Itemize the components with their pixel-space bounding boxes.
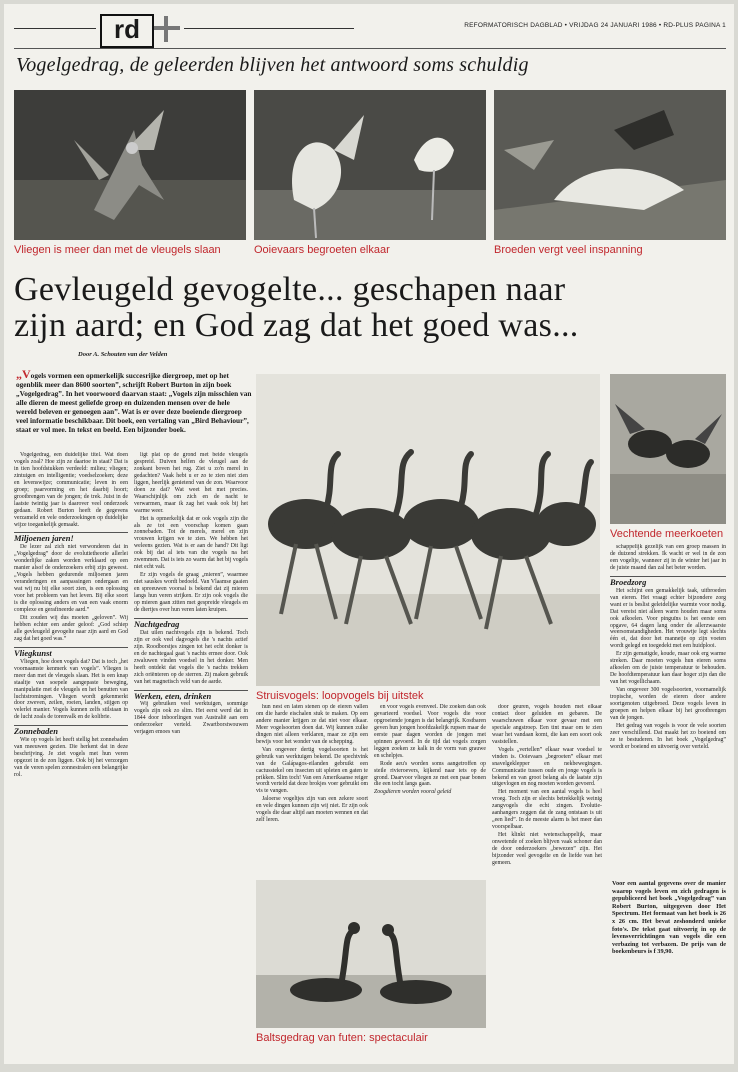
subhead-nachtgedrag: Nachtgedrag [134, 618, 248, 628]
subhead-miljoenen: Miljoenen jaren! [14, 532, 128, 542]
c1-p4: Vliegen, hoe doen vogels dat? Dat is toch „het voornaamste kenmerk van vogels”. Vliegen is meer dan met de vleugels slaan. Het is een knap staaltje van soepele aangepaste beweging, manipulatie met de vleugels en het benutten van luchtstromingen. Vliegen wordt gekenmerkt door zweven, zeilen, roeien, landen, stijgen op velerlei manier. Vogels kunnen zelfs stilstaan in de lucht zoals de torenvalk en de kolibrie. [14, 658, 128, 721]
masthead-rule-left [14, 28, 96, 29]
headline-line-1: Gevleugeld gevogelte... geschapen naar [14, 271, 566, 308]
caption-coots: Vechtende meerkoeten [610, 528, 724, 540]
book-info-note: Voor een aantal gegevens over de manier waarop vogels leven en zich gedragen is gepubliceerd het boek „Vogelgedrag” van Robert Burton, uitgegeven door Het Spectrum. Het formaat van het boek is 26 x 26 cm. Het bevat zeshonderd unieke foto's. De tekst gaat uitvoerig in op de levensverrichtingen van vogels die een verbazing tot verbazen. De prijs van de boekenbeurs is f 39,90. [612, 880, 726, 956]
c6-p5: Het gedrag van vogels is voor de vele soorten zeer verschillend. Dat maakt het zo boeiend om ze te bestuderen. In het boek „Vogelgedrag” wordt er boeiend en uitvoerig over verteld. [610, 722, 726, 750]
photo-flying-bird [14, 90, 246, 240]
c4-p2: Rode aeu's worden soms aangetroffen op steile rivieroevers, kijkend naar iets op de grond. Daarvoor vliegen ze met een paar bonen die een tocht langs gaan. [374, 760, 486, 788]
c2-p2: Het is opmerkelijk dat er ook vogels zijn die als ze tot een voorschap komen gaan zonnebaden. Tot de merels, merel en zijn vrouwen krijgen we te zien. We hebben het weleens gezien. Wat is er aan de hand? Dit ligt ook bij dat al iets van die vogels na het zwemmen. Dat is iets zo warm dat het bij vogels niet echt valt. [134, 515, 248, 571]
column-6 [610, 544, 726, 874]
c3-p3: Jaloerse vogeltjes zijn van een zekere soort en vele dingen kunnen zijn wij niet. Er zijn ook vogels die daar altijd aan moeten wennen en dat zelf leren. [256, 796, 368, 824]
c6-p2: Het schijnt een gemakkelijk taak, uitbroeden van eieren. Het vraagt echter bijzondere zorg want er is beslist geleidelijke warmte voor nodig. Dat vereist niet alleen warm houden maar soms ook afkoelen. Voor pinguïns is het eerste een opgave, 64 dagen lang onder de allerzwaarste weersomstandigheden. Het vrouwtje legt slechts één ei, dat door het mannetje op zijn voeten wordt gelegd en toegedekt met een huidplooi. [610, 587, 726, 650]
column-4 [374, 704, 486, 876]
c3-p2: Van ongeveer dertig vogelsoorten is het gebruik van werktuigen bekend. De spechtvink van de Galápagos-eilanden gebruikt een cactusstekel om insecten uit spleten en gaten te prikken. Slim toch! Van een Amerikaanse reiger wordt verteld dat deze brokjes voer gebruikt om vis te vangen. [256, 746, 368, 795]
subhead-broedzorg: Broedzorg [610, 576, 726, 586]
intro-text: ogels vormen een opmerkelijk succesrijke diergroep, met op het ogenblik meer dan 8600 soorten”, schrijft Robert Burton in zijn boek „Vogelgedrag”. In het voorwoord daarvan staat: „Vogels zijn misschien van alle dieren de meest geliefde groep en duizenden mensen over de hele wereld beleven er genoegen aan”. Wat is er over deze boeiende diergroep veel informatie beschikbaar. Dit boek, een vertaling van „Bird Behaviour”, staat er vol mee. In tekst en beeld. Een bijzonder boek. [16, 371, 252, 434]
c2-p4: Dat uilen nachtvogels zijn is bekend. Toch zijn er ook veel dagvogels die 's nachts actief zijn. Roodborstjes zingen tot het echt donker is en de nachtegaal gaat 's nachts ermee door. Ook zwaluwen vinden voedsel in het donker. Men heeft ontdekt dat vogels die 's nachts trekken zich oriënteren op de sterren. Zij maken gebruik van het magnetisch veld van de aarde. [134, 629, 248, 685]
subhead-vliegkunst: Vliegkunst [14, 647, 128, 657]
photo-storks [254, 90, 486, 240]
c5-p3: Het moment van een aantal vogels is heel vroeg. Toch zijn er slechts betrekkelijk weinig zangvogels die echt zingen. Evolutie-aanhangers zeggen dat de zang ontstaan is uit „een lied”. In de meeste alarm is het meer dan voorspelbaar. [492, 789, 602, 831]
caption-nesting: Broeden vergt veel inspanning [494, 244, 643, 256]
column-2 [134, 452, 248, 1057]
subhead-zonnebaden: Zonnebaden [14, 725, 128, 735]
headline [14, 272, 728, 344]
c5-p4: Het klinkt niet wetenschappelijk, maar onwetende of zoeken blijven vaak schoner dan de door onderzoekers „bewezen” zijn. Het bijzonder veel gevogelte en de liefde van het gemeen. [492, 832, 602, 866]
c1-p3: Dit zouden wij dus moeten „geloven”. Wij hebben echter een ander geloof: „God schiep alle gevleugeld gevogelte naar zijn aard en God zag dat het goed was.” [14, 614, 128, 642]
c6-p1: schappelijk gezelijk van een groep massen in de duizend strekken. Ik wacht er wel in de zon een vogeltje, wanneer zij in de winter het jaar in de juiste maand dan zal het beter worden. [610, 544, 726, 571]
byline: Door A. Schouten van der Velden [78, 351, 168, 358]
c5-p2: Vogels „vertellen” elkaar waar voedsel te vinden is. Ooievaars „begroeten” elkaar met snavelgeklepper en nekbewegingen. Communicatie tussen oude en jonge vogels is bekend en van groot belang als de laatste zijn uitgevlogen en nog moeten worden gevoerd. [492, 746, 602, 788]
c1-p1: Vogelgedrag, een duidelijke titel. Wat doen vogels zoal? Hoe zijn ze daartoe in staat? Dat is in tien hoofdstukken verdeeld: milieu; vliegen; zintuigen en intelligentie; voedselzoeken; deze en levenswijze; communicatie; leven in een groep; paarvorming en het daarbij hoort; grootbrengen van de jongen; de trek. Juist in de laatste twintig jaar is daarover veel onderzoek gedaan. Robert Burton heeft de gegevens verzameld en vele onderzoekingen op duidelijke wijze toegankelijk gemaakt. [14, 452, 128, 528]
caption-flying: Vliegen is meer dan met de vleugels slaan [14, 244, 221, 256]
c4-italic: Zoogdieren worden vooral geleid [374, 789, 452, 796]
photo-ostriches [256, 374, 600, 686]
c1-p5: Wie op vogels let heeft stellig het zonnebaden van meeuwen gezien. Die herkent dat in deze beschrijving. Je ziet vogels met hun veren opgezet in de zon liggen. Ook bij het verzorgen van de veren spelen zonnestralen een belangrijke rol. [14, 737, 128, 779]
c1-p2: De lezer zal zich niet verwonderen dat in „Vogelgedrag” door de evolutietheorie allerlei wonderlijke zaken worden verklaard op een manier alsof de onderzoekers erbij zijn geweest. „Vogels hebben gedurende miljoenen jaren veranderingen en aanpassingen ondergaan en wat wij nu bij elke soort zien, is een oplossing voor het probleem van het leven. Bij elke soort is die oplossing anders en van een vaak enorm complexe en gerafineerde aard.” [14, 544, 128, 614]
masthead-divider [14, 48, 726, 49]
photo-nesting [494, 90, 726, 240]
kicker: Vogelgedrag, de geleerden blijven het antwoord soms schuldig [16, 54, 529, 76]
masthead [14, 12, 726, 46]
c6-p3: Er zijn gematigde, koude, maar ook erg warme streken. Daar moeten vogels hun eieren soms afkoelen om de juiste temperatuur te behouden. De hoofdtemperatuur kan daar hoger zijn dan die van het vogellichaam. [610, 651, 726, 686]
caption-ostriches: Struisvogels: loopvogels bij uitstek [256, 690, 424, 702]
caption-grebes: Baltsgedrag van futen: spectaculair [256, 1032, 428, 1044]
column-5 [492, 704, 602, 1056]
photo-coots [610, 374, 726, 524]
c5-p1: door geuren, vogels houden met elkaar contact door geluiden en gebaren. De waarschuwen elkaar voor gevaar met een speciale angstroep. Een tint maar om te zien waar het vandaan komt, die kan een soort ook vaststellen. [492, 704, 602, 745]
column-3 [256, 704, 368, 876]
c3-p1: hun nest en laten stenen op de eieren vallen om die harde eischalen stuk te maken. Op een andere manier krijgen ze dat niet voor elkaar. Meer vogelsoorten doen dat. Wij kunnen zulke dingen niet alleen verklaren, maar ze zijn een bewijs voor het wonder van de schepping. [256, 704, 368, 745]
c2-p1: ligt plat op de grond met beide vleugels gespreid. Duiven helfen de vleugel aan de zonkant boven het rug. Ziet u zo'n merel in gedachten? Vaak hebt u er zo te zien niet zien liggen, heerlijk genietend van de zon. Waarvoor doen ze dat? Wat weet het met precies. Waarschijnlijk om zich en de nacht te verwarmen, maar ik zag het vaak ook bij het warme weer. [134, 452, 248, 514]
photo-grebes [256, 880, 486, 1028]
c4-p1: en voor vogels evenveel. Die zoeken dan ook gevarieerd voedsel. Voor vogels die voor opgroeiende jongen is dat belangrijk. Kostbaren geven hun jongen hoofdzakelijk rupsen maar de eerste paar dagen worden de jongen met spinnen gevoerd. In de tijd dat vogels zorgen leggen zoeken ze kalk in de vorm van grauwe en schelpjes. [374, 704, 486, 759]
intro-paragraph [16, 367, 252, 434]
c6-p4: Van ongeveer 300 vogelsoorten, voornamelijk tropische, worden de eieren door andere soortgenoten uitgebroed. Deze vogels leven in groepen en helpen elkaar bij het grootbrengen van de jongen. [610, 687, 726, 721]
c2-p5: Wij gebruiken veel werktuigen, sommige vogels zijn ook zo slim. Het eerst werd dat in 1844 door inboorlingen van Australië aan een onderzoeker verteld. Zwartborstwouwen verjagen emoes van [134, 701, 248, 736]
header-line: REFORMATORISCH DAGBLAD • VRIJDAG 24 JANUARI 1986 • RD-PLUS PAGINA 1 [464, 22, 726, 29]
caption-storks: Ooievaars begroeten elkaar [254, 244, 390, 256]
subhead-werken: Werken, eten, drinken [134, 690, 248, 700]
newspaper-page [4, 4, 734, 1064]
headline-line-2: zijn aard; en God zag dat het goed was... [14, 307, 579, 344]
masthead-rule-mid [184, 28, 354, 29]
cross-logo-icon [154, 16, 180, 42]
rd-logo: rd [100, 14, 154, 48]
column-1 [14, 452, 128, 1057]
intro-dropcap: „V [16, 367, 31, 381]
c2-p3: Er zijn vogels de graag „mieren”, waarmee niet sauskes wordt bedoeld. Van Vlaamse gaaien en spreeuwen voorsal is bekend dat zij mieren langs hun veren strijken. Er zijn ook vogels die op mieren gaan zitten met gespreide vleugels en de diertjes over hun veren laten kruipen. [134, 572, 248, 613]
